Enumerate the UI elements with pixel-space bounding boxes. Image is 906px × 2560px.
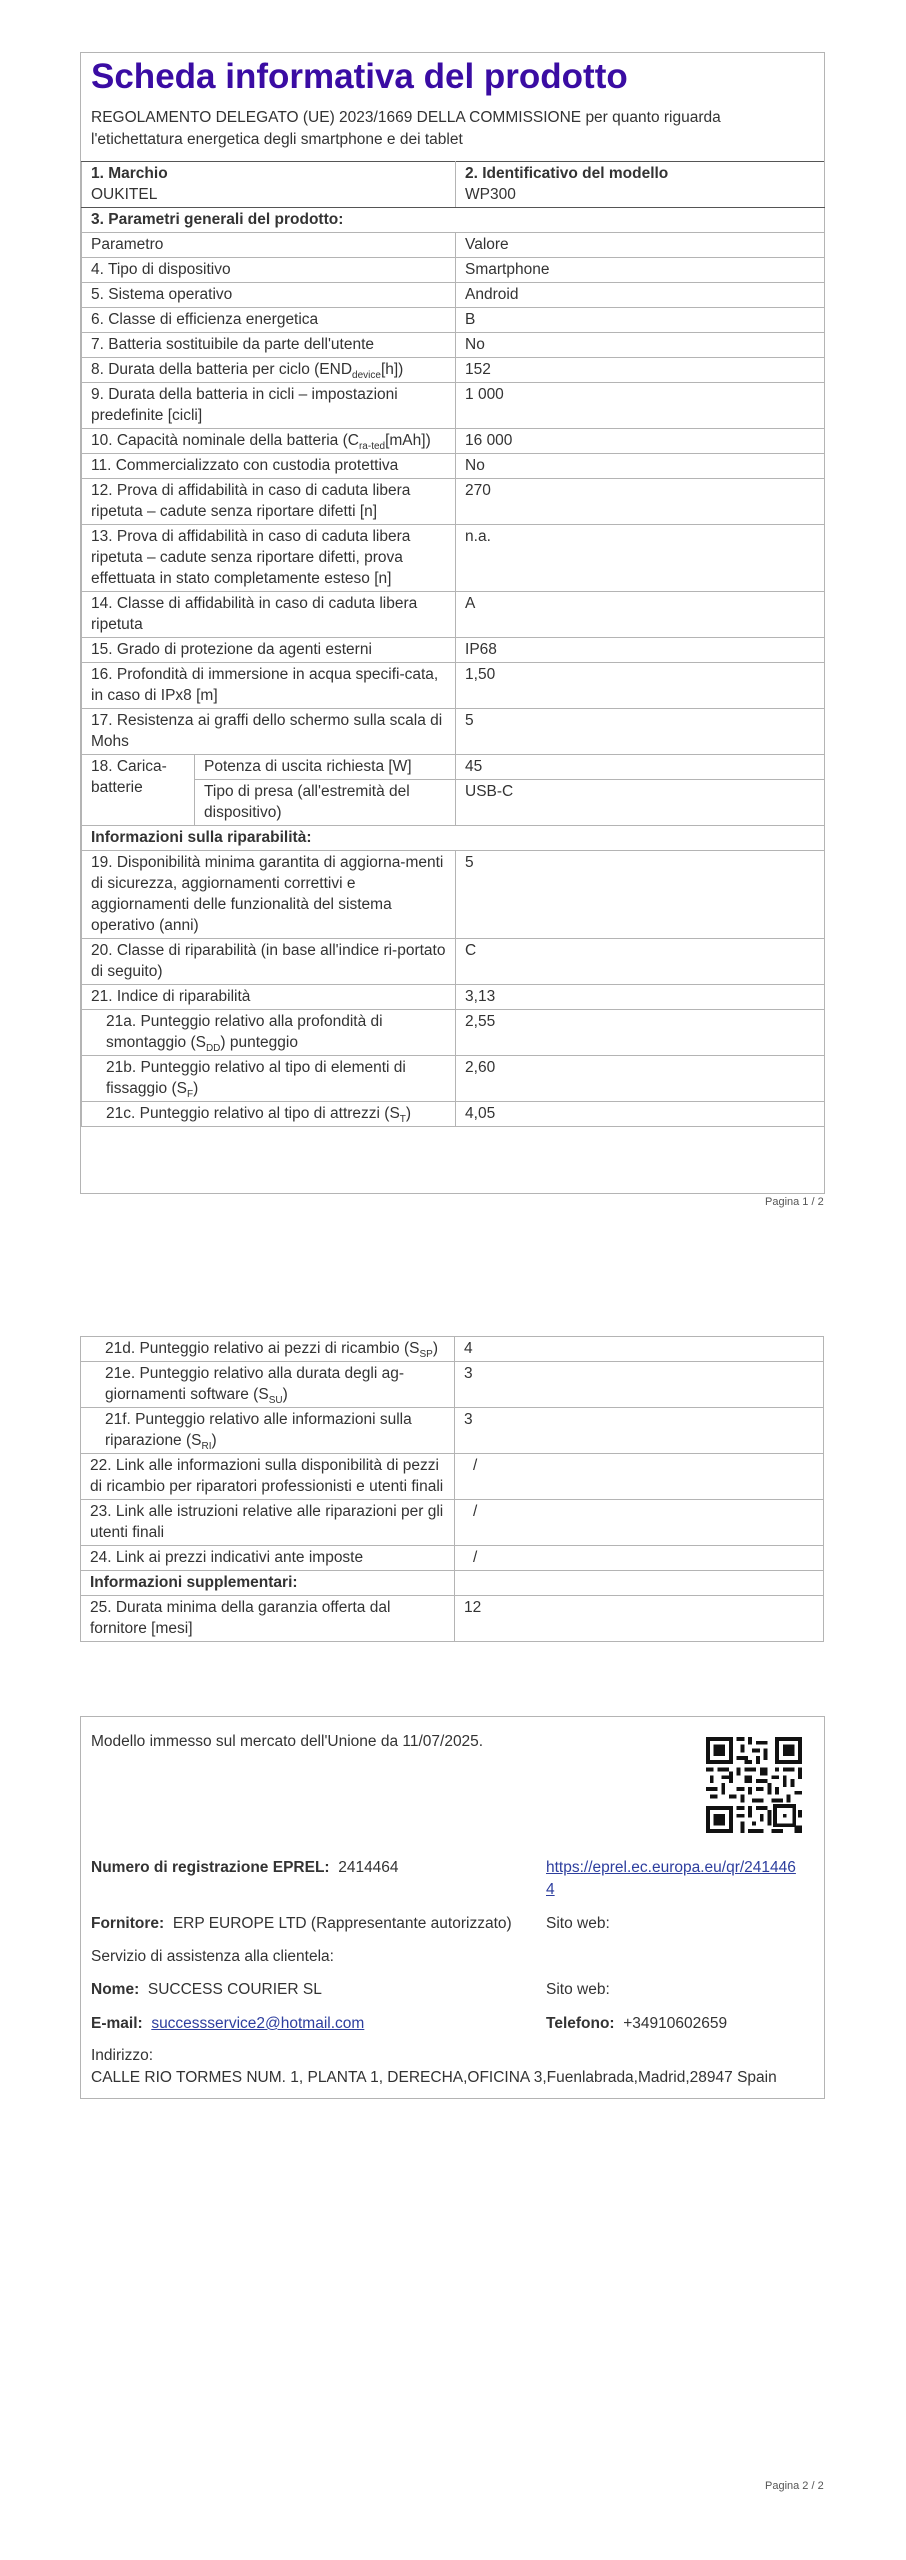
table-row	[81, 1546, 824, 1571]
row-label	[81, 1337, 455, 1362]
eprel-number: 2414464	[338, 1859, 399, 1876]
row-label: 14. Classe di affidabilità in caso di caduta libera ripetuta	[82, 592, 456, 638]
row-label: 5. Sistema operativo	[82, 283, 456, 308]
charger-label: 18. Carica-batterie	[82, 755, 195, 826]
row-label: 9. Durata della batteria in cicli – impostazioni predefinite [cicli]	[82, 383, 456, 429]
row8-prefix: 8. Durata della batteria per ciclo (END	[91, 361, 353, 378]
row21b-suffix: )	[193, 1080, 199, 1097]
table-row	[82, 709, 825, 755]
email-link[interactable]: successservice2@hotmail.com	[151, 2015, 365, 2032]
row-label: 24. Link ai prezzi indicativi ante imposte	[81, 1546, 455, 1571]
row-label: 7. Batteria sostituibile da parte dell'utente	[82, 333, 456, 358]
regulation-subtitle: REGOLAMENTO DELEGATO (UE) 2023/1669 DELLA COMMISSIONE per quanto riguarda l'etichettatura energetica degli smartphone e dei tablet	[91, 109, 721, 148]
row21d-suffix: )	[432, 1340, 438, 1357]
table-row	[82, 939, 825, 985]
row21e-suffix: )	[282, 1386, 288, 1403]
table-row	[81, 1408, 824, 1454]
row-label: 19. Disponibilità minima garantita di aggiorna-menti di sicurezza, aggiornamenti correttivi e aggiornamenti delle funzionalità del sistema operativo (anni)	[82, 851, 456, 939]
row21c-prefix: 21c. Punteggio relativo al tipo di attrezzi (S	[106, 1105, 400, 1122]
email-row	[91, 2013, 364, 2035]
row-value: 3	[455, 1408, 824, 1454]
table-row	[82, 162, 825, 208]
phone-label: Telefono:	[546, 2015, 615, 2032]
table-row	[82, 638, 825, 663]
section-repairability: Informazioni sulla riparabilità:	[82, 826, 825, 851]
row-value: B	[456, 308, 825, 333]
table-row	[82, 755, 825, 780]
supplier-info-box	[80, 1716, 825, 2099]
table-row	[82, 1102, 825, 1127]
row21c-sub: T	[399, 1114, 406, 1126]
row-label: 25. Durata minima della garanzia offerta dal fornitore [mesi]	[81, 1596, 455, 1642]
row21d-prefix: 21d. Punteggio relativo ai pezzi di ricambio (S	[105, 1340, 420, 1357]
customer-service-title: Servizio di assistenza alla clientela:	[91, 1948, 334, 1965]
table-row	[82, 283, 825, 308]
row-label	[82, 1010, 456, 1056]
row8-sub: device	[352, 370, 381, 382]
email-label: E-mail:	[91, 2015, 143, 2032]
contact-name-row	[91, 1979, 322, 2001]
phone-row	[546, 2013, 727, 2035]
product-parameters-table	[81, 161, 825, 1127]
name-value: SUCCESS COURIER SL	[147, 1981, 322, 1998]
supplier-value: ERP EUROPE LTD (Rappresentante autorizzato)	[172, 1915, 512, 1932]
row21a-suffix: ) punteggio	[220, 1034, 298, 1051]
row-value: /	[455, 1500, 824, 1546]
row-value: 4,05	[456, 1102, 825, 1127]
eprel-row	[91, 1857, 399, 1879]
row-value: No	[456, 333, 825, 358]
model-value: WP300	[465, 186, 516, 203]
service-website-label: Sito web:	[546, 1981, 610, 1998]
row-label: 11. Commercializzato con custodia protettiva	[82, 454, 456, 479]
table-row	[82, 429, 825, 454]
row-label: 13. Prova di affidabilità in caso di caduta libera ripetuta – cadute senza riportare difetti, prova effettuata in stato completamente esteso [n]	[82, 525, 456, 592]
charger-power-label: Potenza di uscita richiesta [W]	[195, 755, 456, 780]
row-label: 20. Classe di riparabilità (in base all'indice ri-portato di seguito)	[82, 939, 456, 985]
charger-plug-value: USB-C	[456, 780, 825, 826]
section-header-row	[82, 208, 825, 233]
row21f-sub: RI	[201, 1441, 212, 1453]
table-row	[82, 851, 825, 939]
row-label: 17. Resistenza ai graffi dello schermo sulla scala di Mohs	[82, 709, 456, 755]
value-header: Valore	[456, 233, 825, 258]
supplier-website-label: Sito web:	[546, 1915, 610, 1932]
table-row	[82, 358, 825, 383]
row21e-sub: SU	[268, 1395, 283, 1407]
charger-plug-label: Tipo di presa (all'estremità del dispositivo)	[195, 780, 456, 826]
row-value: No	[456, 454, 825, 479]
row-label	[82, 1056, 456, 1102]
row-value: 270	[456, 479, 825, 525]
row21e-prefix: 21e. Punteggio relativo alla durata degli ag-giornamenti software (S	[105, 1365, 405, 1403]
product-sheet-page-2	[80, 1336, 825, 1704]
address-value: CALLE RIO TORMES NUM. 1, PLANTA 1, DERECHA,OFICINA 3,Fuenlabrada,Madrid,28947 Spain	[91, 2069, 777, 2086]
table-row	[82, 479, 825, 525]
empty-cell	[455, 1571, 824, 1596]
model-label: 2. Identificativo del modello	[465, 165, 669, 182]
row-label: 4. Tipo di dispositivo	[82, 258, 456, 283]
row-value: 16 000	[456, 429, 825, 454]
table-row	[82, 308, 825, 333]
row-value: C	[456, 939, 825, 985]
market-date-text: Modello immesso sul mercato dell'Unione da 11/07/2025.	[91, 1733, 484, 1750]
qr-code-icon[interactable]	[706, 1737, 802, 1833]
row-label: 12. Prova di affidabilità in caso di caduta libera ripetuta – cadute senza riportare difetti [n]	[82, 479, 456, 525]
supplier-row	[91, 1913, 512, 1935]
table-row	[81, 1596, 824, 1642]
row-value: 5	[456, 709, 825, 755]
section-general-params: 3. Parametri generali del prodotto:	[82, 208, 825, 233]
row21f-suffix: )	[211, 1432, 217, 1449]
row21f-prefix: 21f. Punteggio relativo alle informazioni sulla riparazione (S	[105, 1411, 412, 1449]
product-sheet-page-1	[80, 52, 825, 1194]
row-value: /	[455, 1454, 824, 1500]
row-value: IP68	[456, 638, 825, 663]
table-row	[82, 985, 825, 1010]
table-row	[82, 592, 825, 638]
row10-sub: ra-ted	[358, 441, 386, 453]
row-label	[82, 429, 456, 454]
row-value: 12	[455, 1596, 824, 1642]
row21c-suffix: )	[405, 1105, 412, 1122]
repair-parameters-table	[80, 1336, 824, 1642]
page-number: Pagina 1 / 2	[765, 1196, 824, 1208]
section-header-row	[81, 1571, 824, 1596]
table-row	[82, 383, 825, 429]
table-row	[81, 1362, 824, 1408]
row-value: 3	[455, 1362, 824, 1408]
table-row	[82, 454, 825, 479]
table-header-row	[82, 233, 825, 258]
phone-value: +34910602659	[623, 2015, 728, 2032]
section-supplementary: Informazioni supplementari:	[81, 1571, 455, 1596]
table-row	[82, 663, 825, 709]
table-row	[81, 1500, 824, 1546]
row-value: n.a.	[456, 525, 825, 592]
table-row	[82, 333, 825, 358]
row21b-sub: F	[186, 1089, 194, 1101]
row10-suffix: [mAh])	[385, 432, 431, 449]
row-value: 1 000	[456, 383, 825, 429]
table-row	[81, 1454, 824, 1500]
row-label: 21. Indice di riparabilità	[82, 985, 456, 1010]
row-label: 16. Profondità di immersione in acqua specifi-cata, in caso di IPx8 [m]	[82, 663, 456, 709]
row-label: 15. Grado di protezione da agenti esterni	[82, 638, 456, 663]
row-value: 4	[455, 1337, 824, 1362]
brand-value: OUKITEL	[91, 186, 158, 203]
row8-suffix: [h])	[380, 361, 404, 378]
row-value: 2,60	[456, 1056, 825, 1102]
row21a-prefix: 21a. Punteggio relativo alla profondità di smontaggio (S	[106, 1013, 383, 1051]
charger-power-value: 45	[456, 755, 825, 780]
row-value: /	[455, 1546, 824, 1571]
row-label: 22. Link alle informazioni sulla disponibilità di pezzi di ricambio per riparatori professionisti e utenti finali	[81, 1454, 455, 1500]
table-row	[82, 1010, 825, 1056]
table-row	[81, 1337, 824, 1362]
row-value: 2,55	[456, 1010, 825, 1056]
page-number: Pagina 2 / 2	[765, 2480, 824, 2492]
page-title: Scheda informativa del prodotto	[91, 57, 628, 96]
model-cell	[456, 162, 825, 208]
row-value: 1,50	[456, 663, 825, 709]
row-value: 5	[456, 851, 825, 939]
eprel-link[interactable]: https://eprel.ec.europa.eu/qr/2414464	[546, 1859, 796, 1898]
row-label: 6. Classe di efficienza energetica	[82, 308, 456, 333]
row-value: 152	[456, 358, 825, 383]
row21d-sub: SP	[419, 1349, 433, 1361]
row10-prefix: 10. Capacità nominale della batteria (C	[91, 432, 359, 449]
param-header: Parametro	[82, 233, 456, 258]
row-value: Android	[456, 283, 825, 308]
table-row	[82, 258, 825, 283]
row-label	[82, 358, 456, 383]
eprel-label: Numero di registrazione EPREL:	[91, 1859, 330, 1876]
row-label	[81, 1408, 455, 1454]
row-label	[81, 1362, 455, 1408]
brand-label: 1. Marchio	[91, 165, 168, 182]
section-header-row	[82, 826, 825, 851]
row21a-sub: DD	[205, 1043, 221, 1055]
row21b-prefix: 21b. Punteggio relativo al tipo di elementi di fissaggio (S	[106, 1059, 406, 1097]
row-value: A	[456, 592, 825, 638]
row-label	[82, 1102, 456, 1127]
brand-cell	[82, 162, 456, 208]
supplier-label: Fornitore:	[91, 1915, 165, 1932]
name-label: Nome:	[91, 1981, 140, 1998]
row-value: Smartphone	[456, 258, 825, 283]
table-row	[82, 1056, 825, 1102]
address-label: Indirizzo:	[91, 2047, 154, 2064]
row-label: 23. Link alle istruzioni relative alle riparazioni per gli utenti finali	[81, 1500, 455, 1546]
row-value: 3,13	[456, 985, 825, 1010]
table-row	[82, 525, 825, 592]
